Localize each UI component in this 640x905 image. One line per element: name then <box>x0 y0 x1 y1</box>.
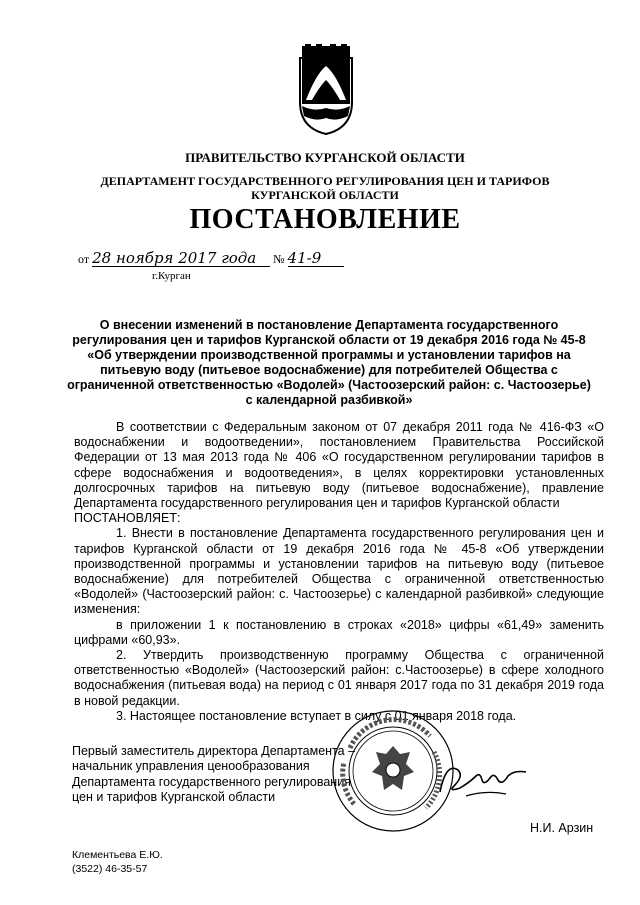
executor-phone: (3522) 46-35-57 <box>72 863 148 875</box>
department-name-line1: ДЕПАРТАМЕНТ ГОСУДАРСТВЕННОГО РЕГУЛИРОВАНИЯ ЦЕН И ТАРИФОВ <box>100 174 550 188</box>
handwritten-date: 28 ноября 2017 года <box>92 250 270 267</box>
city-label: г.Курган <box>152 270 191 282</box>
preamble-paragraph: В соответствии с Федеральным законом от 07 декабря 2011 года № 416-ФЗ «О водоснабжении и водоотведении», постановлением Правительства Российской Федерации от 13 мая 2013 года № 406 «О государственном регулировании тарифов в сфере водоснабжения и водоотведения», в целях корректировки установленных долгосрочных тарифов на питьевую воду (питьевое водоснабжение), правление Департамента государственного регулирования цен и тарифов Курганской области <box>74 420 604 511</box>
item-1-paragraph: 1. Внести в постановление Департамента государственного регулирования цен и тарифов Курганской области от 19 декабря 2016 года № 45-8 «Об утверждении производственной программы и установлении тарифов на питьевую воду (питьевое водоснабжение) для потребителей Общества с ограниченной ответственностью «Водолей» (Частоозерский район: с. Частоозерье) с календарной разбивкой» следующие изменения: <box>74 526 604 617</box>
item-3-paragraph: 3. Настоящее постановление вступает в силу с 01 января 2018 года. <box>116 708 517 723</box>
document-body <box>74 420 604 724</box>
coat-of-arms-icon <box>298 44 354 136</box>
signatory-line-2: начальник управления ценообразования <box>72 759 310 774</box>
signatory-name: Н.И. Арзин <box>530 821 594 835</box>
document-subject: О внесении изменений в постановление Департамента государственного регулирования цен и тарифов Курганской области от 19 декабря 2016 года № 45-8 «Об утверждении производственной программы и установлении тарифов на питьевую воду (питьевое водоснабжение) для потребителей Общества с ограниченной ответственностью «Водолей» (Частоозерский район: с. Частоозерье) с календарной разбивкой» <box>67 318 591 407</box>
signatory-line-1: Первый заместитель директора Департамента – <box>72 744 356 758</box>
resolves-label: ПОСТАНОВЛЯЕТ: <box>74 511 181 526</box>
number-prefix: № <box>273 252 285 266</box>
document-type-title: ПОСТАНОВЛЕНИЕ <box>189 204 461 235</box>
signatory-position <box>72 744 355 806</box>
signatory-line-3: Департамента государственного регулирования <box>72 774 351 789</box>
date-prefix: от <box>78 252 90 266</box>
item-2-paragraph: 2. Утвердить производственную программу Общества с ограниченной ответственностью «Водолей» (Частоозерский район: с.Частоозерье) в сфере холодного водоснабжения (питьевая вода) на период с 01 января 2017 года по 31 декабря 2019 года в новой редакции. <box>74 648 604 708</box>
item-1-sub-paragraph: в приложении 1 к постановлению в строках «2018» цифры «61,49» заменить цифрами «60,93». <box>74 617 604 647</box>
government-name: ПРАВИТЕЛЬСТВО КУРГАНСКОЙ ОБЛАСТИ <box>185 150 465 165</box>
date-number-line <box>78 250 344 267</box>
department-name <box>60 174 590 202</box>
handwritten-number: 41-9 <box>288 250 344 267</box>
executor-name: Клементьева Е.Ю. <box>72 849 163 861</box>
signatory-line-4: цен и тарифов Курганской области <box>72 790 276 805</box>
executor-info <box>72 848 163 876</box>
department-name-line2: КУРГАНСКОЙ ОБЛАСТИ <box>251 188 399 202</box>
handwritten-signature <box>436 752 532 802</box>
